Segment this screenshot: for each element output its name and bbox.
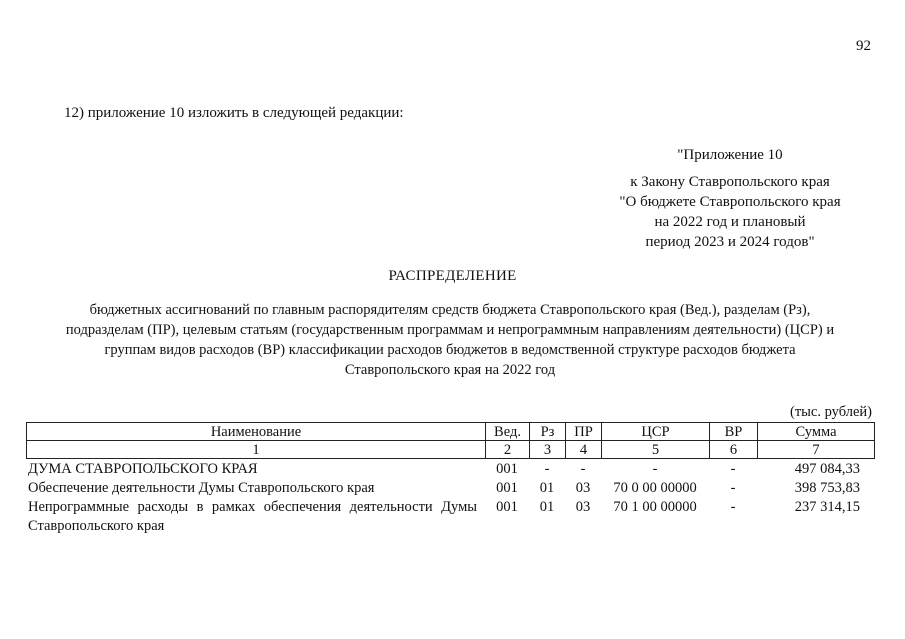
row-ved: 001 bbox=[496, 480, 518, 496]
row-vr: - bbox=[730, 480, 736, 496]
row-name: Непрограммные расходы в рамках обеспечения деятельности Думы Ставропольского края bbox=[28, 499, 477, 534]
header-vr: ВР bbox=[710, 423, 758, 441]
budget-table-body bbox=[26, 460, 874, 536]
appendix-line: "О бюджете Ставропольского края bbox=[619, 194, 841, 210]
row-name: Обеспечение деятельности Думы Ставропольского края bbox=[28, 480, 375, 496]
header-sum: Сумма bbox=[758, 423, 875, 441]
table-row bbox=[26, 479, 874, 498]
units-label: (тыс. рублей) bbox=[790, 404, 872, 420]
header-name: Наименование bbox=[27, 423, 486, 441]
row-csr: - bbox=[652, 461, 658, 477]
row-csr: 70 0 00 00000 bbox=[613, 480, 697, 496]
header-ved: Вед. bbox=[486, 423, 530, 441]
table-row bbox=[26, 460, 874, 479]
row-sum: 398 753,83 bbox=[794, 480, 860, 496]
row-rz: 01 bbox=[539, 480, 555, 496]
intro-text: 12) приложение 10 изложить в следующей редакции: bbox=[64, 105, 404, 121]
row-pr: 03 bbox=[575, 480, 591, 496]
page-number: 92 bbox=[856, 38, 871, 54]
row-vr: - bbox=[730, 499, 736, 515]
column-number: 2 bbox=[486, 441, 530, 459]
row-name: ДУМА СТАВРОПОЛЬСКОГО КРАЯ bbox=[28, 461, 258, 477]
document-subtitle bbox=[30, 300, 870, 380]
appendix-line: на 2022 год и плановый bbox=[654, 214, 806, 230]
table-header bbox=[26, 422, 875, 459]
table-row bbox=[26, 498, 874, 536]
column-number-row bbox=[27, 441, 875, 459]
subtitle-line: бюджетных ассигнований по главным распорядителям средств бюджета Ставропольского края (Вед.), разделам (Рз), bbox=[89, 302, 811, 318]
row-rz: 01 bbox=[539, 499, 555, 515]
header-pr: ПР bbox=[566, 423, 602, 441]
appendix-caption bbox=[560, 172, 900, 252]
appendix-title: "Приложение 10 bbox=[677, 147, 783, 163]
subtitle-line: подразделам (ПР), целевым статьям (государственным программам и непрограммным направлениям деятельности) (ЦСР) и bbox=[65, 322, 835, 338]
row-csr: 70 1 00 00000 bbox=[613, 499, 697, 515]
row-ved: 001 bbox=[496, 461, 518, 477]
document-heading: РАСПРЕДЕЛЕНИЕ bbox=[388, 268, 517, 284]
column-number: 6 bbox=[710, 441, 758, 459]
appendix-line: к Закону Ставропольского края bbox=[630, 174, 830, 190]
header-row bbox=[27, 423, 875, 441]
row-pr: - bbox=[580, 461, 586, 477]
column-number: 5 bbox=[602, 441, 710, 459]
row-ved: 001 bbox=[496, 499, 518, 515]
row-rz: - bbox=[544, 461, 550, 477]
row-sum: 497 084,33 bbox=[794, 461, 860, 477]
subtitle-line: группам видов расходов (ВР) классификации расходов бюджетов в ведомственной структуре расходов бюджета bbox=[104, 342, 796, 358]
appendix-line: период 2023 и 2024 годов" bbox=[645, 234, 815, 250]
row-sum: 237 314,15 bbox=[794, 499, 860, 515]
header-csr: ЦСР bbox=[602, 423, 710, 441]
subtitle-line: Ставропольского края на 2022 год bbox=[344, 362, 556, 378]
header-rz: Рз bbox=[530, 423, 566, 441]
column-number: 1 bbox=[27, 441, 486, 459]
row-vr: - bbox=[730, 461, 736, 477]
column-number: 4 bbox=[566, 441, 602, 459]
row-pr: 03 bbox=[575, 499, 591, 515]
column-number: 3 bbox=[530, 441, 566, 459]
column-number: 7 bbox=[758, 441, 875, 459]
